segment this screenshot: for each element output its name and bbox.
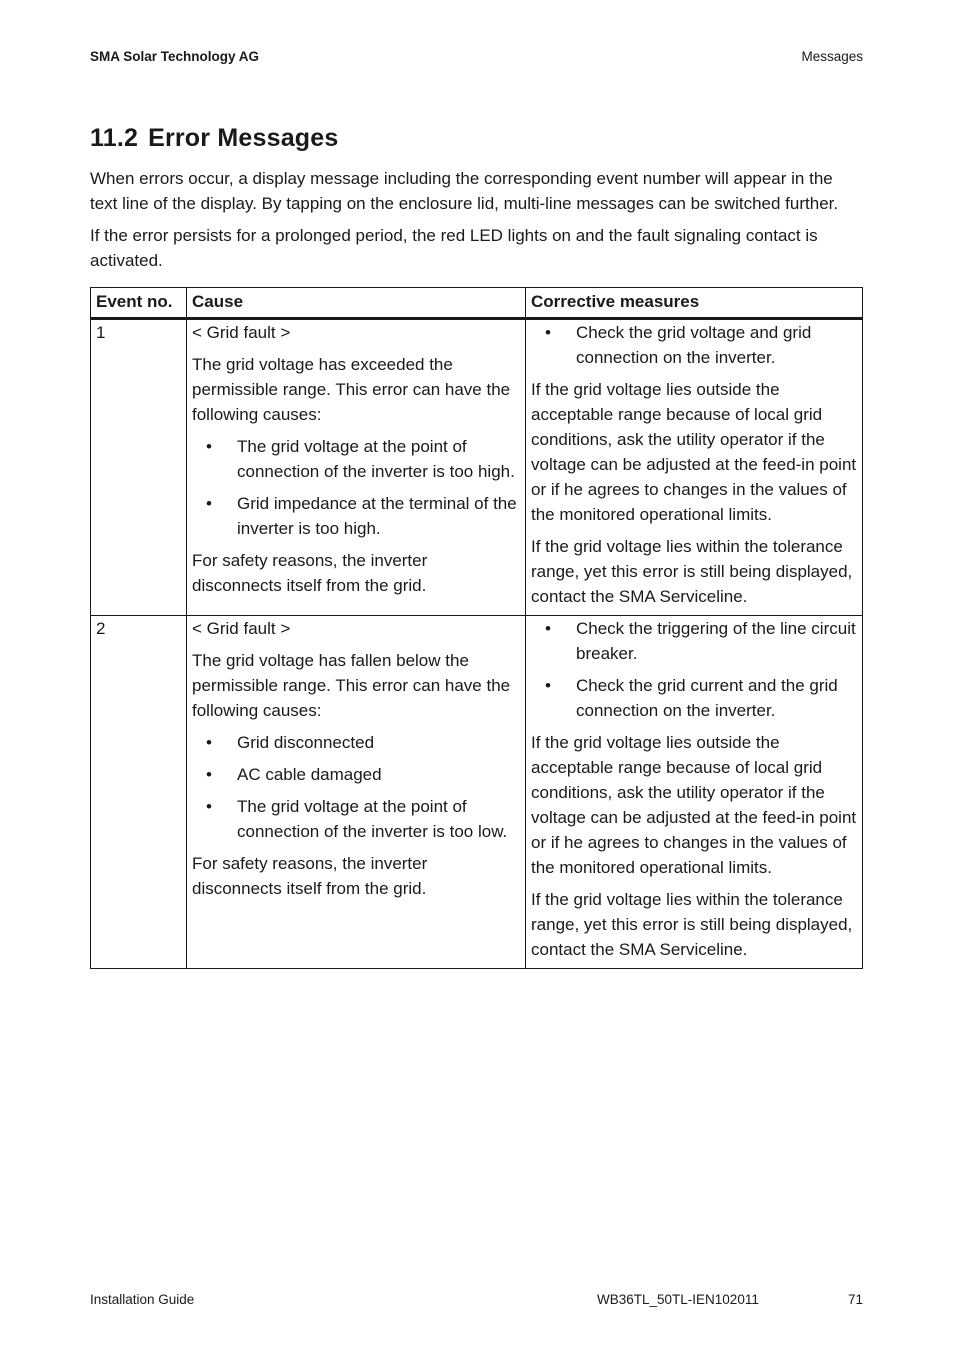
intro-paragraph: If the error persists for a prolonged period, the red LED lights on and the fault signaling contact is activated.: [90, 226, 818, 270]
company-name: SMA Solar Technology AG: [90, 49, 260, 64]
event-number: 1: [91, 319, 187, 616]
measure-paragraph: If the grid voltage lies within the tolerance range, yet this error is still being displayed, contact the SMA Serviceline.: [531, 537, 853, 606]
document-code: WB36TL_50TL-IEN102011: [597, 1292, 759, 1307]
cause-text: The grid voltage has fallen below the permissible range. This error can have the following causes:: [192, 651, 511, 720]
cause-list: [192, 434, 520, 541]
running-header: [90, 49, 863, 64]
measures-cell: [526, 616, 863, 969]
measure-list: [531, 616, 857, 723]
table-header-row: [91, 288, 863, 319]
section-number: 11.2: [90, 124, 139, 152]
section-title: [90, 124, 338, 153]
list-item: • Check the grid current and the grid connection on the inverter.: [531, 673, 857, 723]
section-title-text: Error Messages: [148, 124, 339, 152]
page-number: 71: [847, 1292, 863, 1307]
measures-cell: [526, 319, 863, 616]
cause-list: [192, 730, 520, 844]
table-row: [91, 319, 863, 616]
list-item: • Check the grid voltage and grid connection on the inverter.: [531, 320, 857, 370]
event-number: 2: [91, 616, 187, 969]
cause-text: The grid voltage has exceeded the permissible range. This error can have the following causes:: [192, 355, 511, 424]
chapter-name: Messages: [801, 49, 863, 64]
measure-paragraph: If the grid voltage lies outside the acceptable range because of local grid conditions, ask the utility operator if the voltage can be adjusted at the feed-in point or if he agrees to changes in the values of the monitored operational limits.: [531, 380, 857, 524]
intro-paragraph: When errors occur, a display message including the corresponding event number will appear in the text line of the display. By tapping on the enclosure lid, multi-line messages can be switched further.: [90, 169, 839, 213]
header-event-no: Event no.: [91, 288, 187, 319]
list-item: • The grid voltage at the point of connection of the inverter is too high.: [192, 434, 520, 484]
cause-title: < Grid fault >: [192, 323, 291, 342]
document-type: Installation Guide: [90, 1292, 195, 1307]
list-item: • Grid disconnected: [192, 730, 520, 755]
list-item: • AC cable damaged: [192, 762, 520, 787]
cause-note: For safety reasons, the inverter disconnects itself from the grid.: [192, 854, 428, 898]
cause-title: < Grid fault >: [192, 619, 291, 638]
header-cause: Cause: [187, 288, 526, 319]
measure-list: [531, 320, 857, 370]
error-messages-table: [90, 287, 863, 969]
table-row: [91, 616, 863, 969]
header-corrective-measures: Corrective measures: [526, 288, 863, 319]
cause-cell: [187, 616, 526, 969]
list-item: • Grid impedance at the terminal of the inverter is too high.: [192, 491, 520, 541]
list-item: • Check the triggering of the line circuit breaker.: [531, 616, 857, 666]
cause-cell: [187, 319, 526, 616]
measure-paragraph: If the grid voltage lies within the tolerance range, yet this error is still being displayed, contact the SMA Serviceline.: [531, 890, 853, 959]
list-item: • The grid voltage at the point of connection of the inverter is too low.: [192, 794, 520, 844]
cause-note: For safety reasons, the inverter disconnects itself from the grid.: [192, 551, 428, 595]
measure-paragraph: If the grid voltage lies outside the acceptable range because of local grid conditions, ask the utility operator if the voltage can be adjusted at the feed-in point or if he agrees to changes in the values of the monitored operational limits.: [531, 733, 857, 877]
